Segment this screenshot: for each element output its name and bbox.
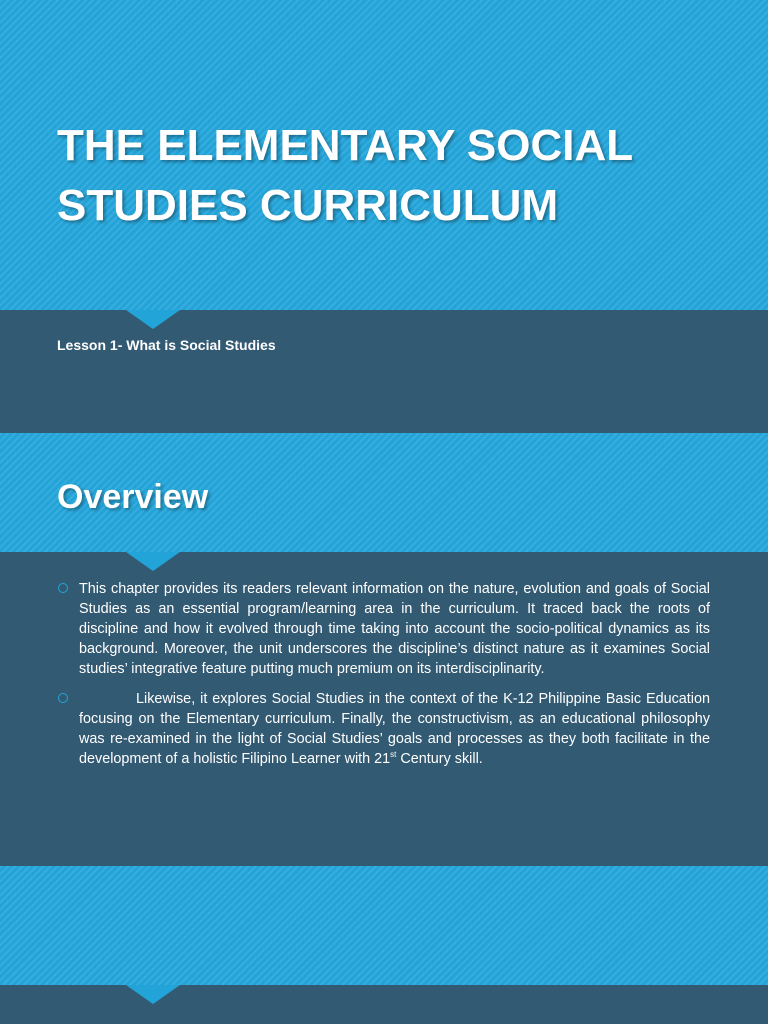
bullet-text: This chapter provides its readers relevant information on the nature, evolution and goals of Social Studies as an essential program/learning area in the curriculum. It traced back the roots of discipline and how it evolved through time taking into account the socio-political dynamics as its background. Moreover, the unit underscores the discipline’s distinct nature as it examines Social studies’ integrative feature putting much premium on its interdisciplinarity. [79, 581, 710, 677]
slide-title-text: THE ELEMENTARY SOCIAL STUDIES CURRICULUM [57, 121, 633, 230]
subtitle-panel [0, 310, 768, 433]
band-notch [126, 310, 180, 329]
overview-bullet-list [57, 579, 710, 779]
next-panel [0, 985, 768, 1024]
band-notch [126, 985, 180, 1004]
list-item [57, 689, 710, 769]
overview-heading: Overview [57, 478, 209, 516]
slide-subtitle: Lesson 1- What is Social Studies [57, 337, 276, 353]
slide-title [0, 0, 768, 433]
list-item [57, 579, 710, 679]
slide-next [0, 866, 768, 1024]
hollow-circle-icon [58, 583, 68, 593]
hollow-circle-icon [58, 693, 68, 703]
ordinal-suffix: st [390, 750, 397, 760]
bullet-text: Likewise, it explores Social Studies in the context of the K-12 Philippine Basic Education focusing on the Elementary curriculum. Finally, the constructivism, as an educational philosophy was re-examined in the light of Social Studies’ goals and processes as they both facilitate in the development of a holistic Filipino Learner with 21 [79, 691, 710, 767]
bullet-text-end: Century skill. [396, 751, 483, 767]
next-band [0, 866, 768, 985]
band-notch [126, 552, 180, 571]
